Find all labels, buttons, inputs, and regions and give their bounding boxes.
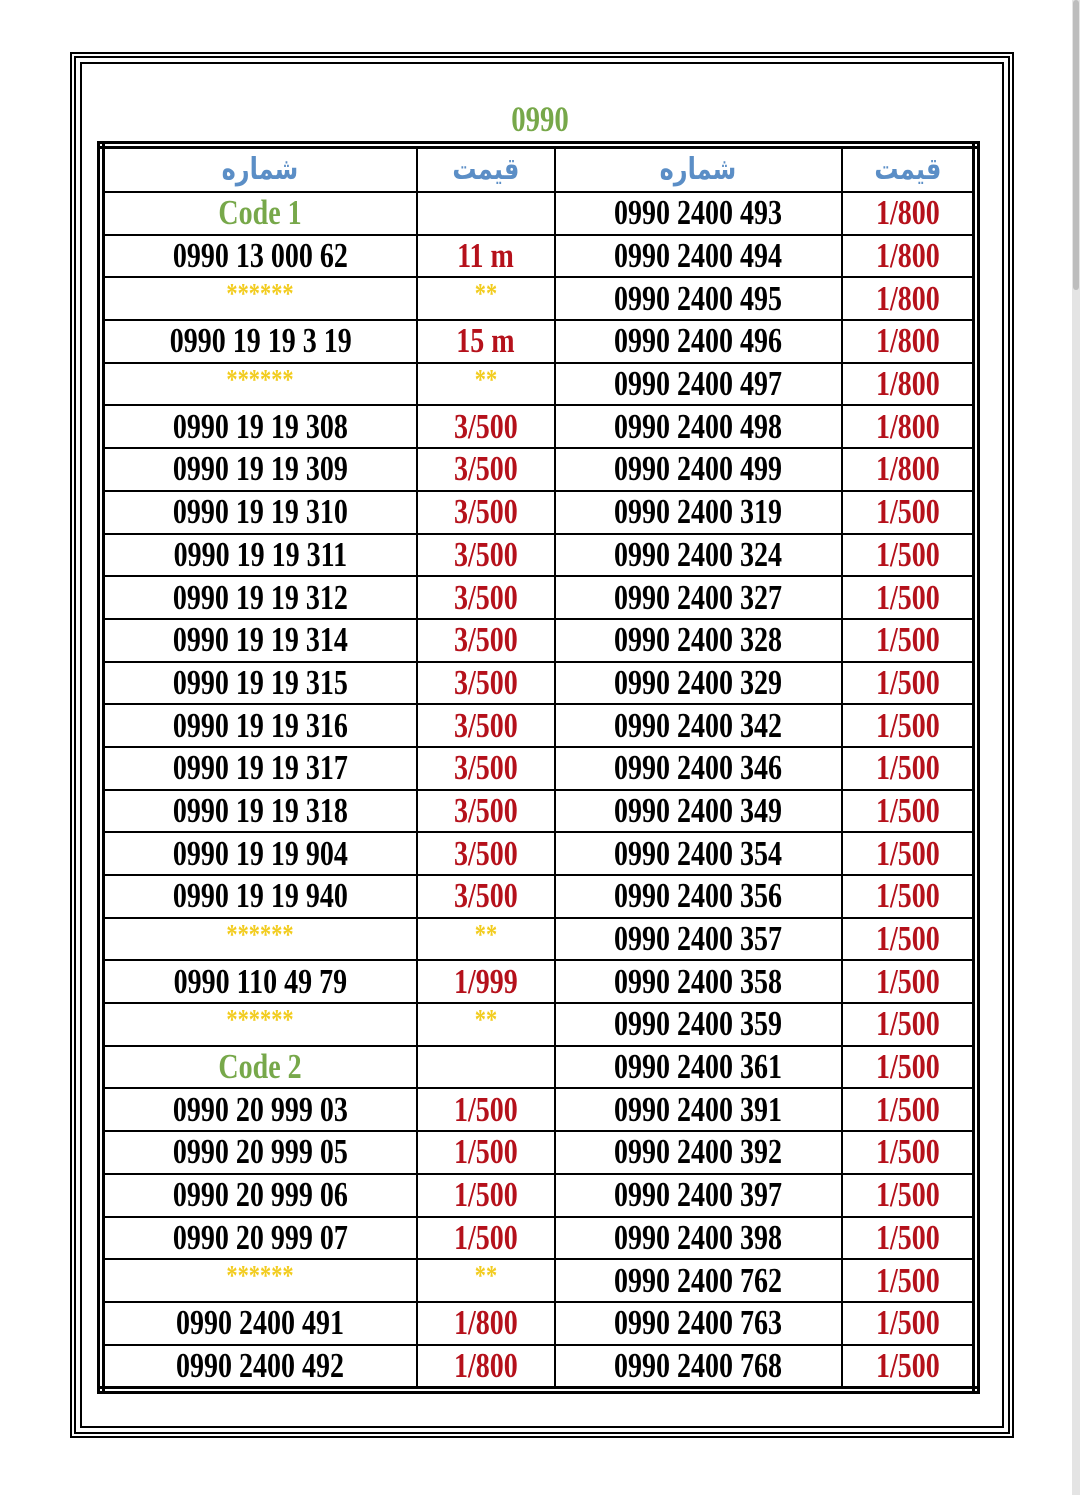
price-cell — [842, 747, 976, 790]
phone-number-cell — [555, 1217, 842, 1260]
header-number: شماره — [101, 145, 417, 192]
price: 3/500 — [453, 662, 518, 702]
price: 1/800 — [875, 236, 940, 276]
price-cell — [417, 534, 555, 577]
page-title: 0990 — [511, 99, 569, 139]
price-cell — [842, 918, 976, 961]
price-cell — [842, 405, 976, 448]
price: 1/800 — [875, 193, 940, 233]
phone-number: 0990 2400 329 — [614, 662, 783, 702]
phone-number-cell — [101, 1345, 417, 1391]
phone-number: 0990 2400 494 — [614, 236, 783, 276]
separator-stars-cell — [101, 1259, 417, 1302]
phone-number: 0990 2400 492 — [176, 1345, 345, 1385]
separator-stars: ****** — [226, 919, 294, 951]
table-row — [101, 1174, 976, 1217]
phone-number: 0990 19 19 316 — [172, 705, 348, 745]
table-row — [101, 875, 976, 918]
separator-stars-cell — [101, 1003, 417, 1046]
price: 1/500 — [875, 1089, 940, 1129]
price-cell — [842, 832, 976, 875]
phone-number-cell — [101, 405, 417, 448]
price: 1/500 — [875, 577, 940, 617]
price-cell — [842, 235, 976, 278]
price-cell — [417, 1131, 555, 1174]
code-label-cell — [101, 1046, 417, 1089]
price-cell — [842, 619, 976, 662]
separator-stars-cell — [417, 363, 555, 406]
price-cell — [417, 320, 555, 363]
price-cell — [417, 704, 555, 747]
table-row — [101, 1345, 976, 1391]
phone-number: 0990 2400 354 — [614, 833, 783, 873]
header-price: قیمت — [842, 145, 976, 192]
phone-number: 0990 2400 349 — [614, 790, 783, 830]
price: 1/500 — [875, 1303, 940, 1343]
phone-number: 0990 110 49 79 — [173, 961, 347, 1001]
price: 3/500 — [453, 833, 518, 873]
price: 3/500 — [453, 406, 518, 446]
phone-number: 0990 2400 496 — [614, 321, 783, 361]
phone-number: 0990 19 19 904 — [172, 833, 348, 873]
phone-number: 0990 2400 361 — [614, 1047, 783, 1087]
price: 1/800 — [875, 406, 940, 446]
phone-number-cell — [555, 491, 842, 534]
price-cell — [842, 320, 976, 363]
price: 1/500 — [875, 961, 940, 1001]
phone-number-cell — [555, 832, 842, 875]
phone-number-cell — [101, 832, 417, 875]
separator-stars: ** — [474, 279, 497, 311]
price-cell — [417, 832, 555, 875]
phone-number-cell — [101, 747, 417, 790]
price-cell — [842, 790, 976, 833]
table-row — [101, 960, 976, 1003]
price-cell — [417, 1345, 555, 1391]
phone-number-cell — [555, 192, 842, 235]
price: 1/800 — [453, 1303, 518, 1343]
price: 3/500 — [453, 748, 518, 788]
phone-number: 0990 19 19 318 — [172, 790, 348, 830]
price: 1/500 — [875, 1047, 940, 1087]
phone-number: 0990 2400 342 — [614, 705, 783, 745]
price-cell — [417, 1088, 555, 1131]
phone-number-cell — [555, 704, 842, 747]
price-cell — [417, 960, 555, 1003]
phone-number-cell — [555, 619, 842, 662]
separator-stars: ****** — [226, 364, 294, 396]
price-cell — [417, 875, 555, 918]
phone-number: 0990 19 19 310 — [172, 492, 348, 532]
price: 3/500 — [453, 577, 518, 617]
phone-number: 0990 2400 319 — [614, 492, 783, 532]
phone-number: 0990 2400 493 — [614, 193, 783, 233]
phone-number: 0990 19 19 311 — [173, 534, 347, 574]
price: 1/500 — [875, 1004, 940, 1044]
price: 1/800 — [875, 278, 940, 318]
phone-number: 0990 19 19 309 — [172, 449, 348, 489]
table-row — [101, 1088, 976, 1131]
price: 3/500 — [453, 492, 518, 532]
price: 1/500 — [875, 1345, 940, 1385]
price: 1/800 — [453, 1345, 518, 1385]
price-cell — [842, 960, 976, 1003]
phone-number: 0990 2400 763 — [614, 1303, 783, 1343]
phone-number: 0990 2400 762 — [614, 1260, 783, 1300]
phone-number-cell — [555, 448, 842, 491]
separator-stars-cell — [417, 918, 555, 961]
price-table — [97, 141, 980, 1394]
separator-stars-cell — [101, 277, 417, 320]
price: 11 m — [457, 236, 514, 276]
separator-stars: ****** — [226, 1261, 294, 1293]
table-row — [101, 619, 976, 662]
phone-number: 0990 2400 346 — [614, 748, 783, 788]
price-cell — [842, 363, 976, 406]
phone-number: 0990 2400 359 — [614, 1004, 783, 1044]
phone-number-cell — [555, 1131, 842, 1174]
price: 1/500 — [875, 534, 940, 574]
price-cell — [417, 1174, 555, 1217]
phone-number: 0990 19 19 315 — [172, 662, 348, 702]
phone-number-cell — [555, 1345, 842, 1391]
phone-number: 0990 19 19 314 — [172, 620, 348, 660]
phone-number-cell — [101, 235, 417, 278]
price-cell — [842, 277, 976, 320]
separator-stars-cell — [417, 277, 555, 320]
price: 1/500 — [875, 662, 940, 702]
price: 1/500 — [453, 1132, 518, 1172]
table-row — [101, 235, 976, 278]
table-row — [101, 704, 976, 747]
phone-number-cell — [101, 1088, 417, 1131]
price-cell — [842, 1302, 976, 1345]
separator-stars: ** — [474, 364, 497, 396]
price-cell — [417, 235, 555, 278]
price-cell — [417, 790, 555, 833]
phone-number-cell — [101, 576, 417, 619]
price-cell — [842, 1003, 976, 1046]
separator-stars-cell — [417, 1259, 555, 1302]
table-row — [101, 491, 976, 534]
price-cell — [842, 1174, 976, 1217]
separator-stars: ** — [474, 1005, 497, 1037]
price-cell — [842, 875, 976, 918]
code-label: Code 2 — [218, 1047, 302, 1087]
phone-number: 0990 2400 357 — [614, 919, 783, 959]
table-row — [101, 405, 976, 448]
phone-number-cell — [101, 491, 417, 534]
price: 1/500 — [875, 919, 940, 959]
phone-number-cell — [101, 1174, 417, 1217]
price-cell — [417, 1046, 555, 1089]
separator-stars: ** — [474, 919, 497, 951]
price: 3/500 — [453, 449, 518, 489]
price-cell — [417, 1217, 555, 1260]
code-label-cell — [101, 192, 417, 235]
phone-number: 0990 2400 391 — [614, 1089, 783, 1129]
table-row — [101, 320, 976, 363]
header-row — [101, 145, 976, 192]
phone-number-cell — [101, 960, 417, 1003]
phone-number-cell — [555, 1046, 842, 1089]
phone-number-cell — [555, 1174, 842, 1217]
phone-number-cell — [555, 790, 842, 833]
scrollbar[interactable] — [1072, 0, 1080, 1495]
separator-stars: ****** — [226, 1005, 294, 1037]
price-cell — [842, 1217, 976, 1260]
phone-number-cell — [555, 960, 842, 1003]
phone-number: 0990 2400 491 — [176, 1303, 345, 1343]
phone-number: 0990 20 999 06 — [172, 1175, 348, 1215]
price: 1/500 — [453, 1217, 518, 1257]
price: 15 m — [456, 321, 515, 361]
phone-number-cell — [555, 1259, 842, 1302]
table-row — [101, 747, 976, 790]
price-cell — [842, 1259, 976, 1302]
separator-stars-cell — [101, 363, 417, 406]
phone-number-cell — [101, 662, 417, 705]
price: 1/500 — [875, 748, 940, 788]
table-row — [101, 576, 976, 619]
price-cell — [842, 448, 976, 491]
phone-number: 0990 20 999 05 — [172, 1132, 348, 1172]
phone-number: 0990 2400 398 — [614, 1217, 783, 1257]
code-label: Code 1 — [218, 193, 302, 233]
phone-number-cell — [555, 875, 842, 918]
table-row — [101, 1302, 976, 1345]
price: 1/500 — [875, 1217, 940, 1257]
price-cell — [842, 534, 976, 577]
phone-number: 0990 2400 498 — [614, 406, 783, 446]
table-row — [101, 918, 976, 961]
price: 3/500 — [453, 534, 518, 574]
table-row — [101, 363, 976, 406]
separator-stars-cell — [101, 918, 417, 961]
phone-number-cell — [101, 619, 417, 662]
header-price: قیمت — [417, 145, 555, 192]
phone-number-cell — [555, 235, 842, 278]
price-cell — [417, 491, 555, 534]
phone-number-cell — [555, 1003, 842, 1046]
phone-number-cell — [555, 576, 842, 619]
header-number: شماره — [555, 145, 842, 192]
phone-number: 0990 19 19 940 — [172, 876, 348, 916]
phone-number-cell — [101, 448, 417, 491]
price-cell — [417, 747, 555, 790]
phone-number-cell — [101, 1217, 417, 1260]
phone-number: 0990 2400 499 — [614, 449, 783, 489]
phone-number-cell — [101, 534, 417, 577]
phone-number: 0990 20 999 07 — [172, 1217, 348, 1257]
price-cell — [417, 192, 555, 235]
price-cell — [842, 192, 976, 235]
price-cell — [417, 619, 555, 662]
table-row — [101, 448, 976, 491]
price: 1/500 — [875, 1175, 940, 1215]
table-row — [101, 1131, 976, 1174]
price-cell — [842, 1088, 976, 1131]
phone-number: 0990 2400 356 — [614, 876, 783, 916]
phone-number: 0990 2400 497 — [614, 364, 783, 404]
table-row — [101, 534, 976, 577]
phone-number-cell — [555, 320, 842, 363]
price-cell — [842, 1345, 976, 1391]
phone-number: 0990 19 19 312 — [172, 577, 348, 617]
phone-number-cell — [101, 704, 417, 747]
price: 1/500 — [875, 833, 940, 873]
price: 1/500 — [875, 492, 940, 532]
price: 1/500 — [875, 705, 940, 745]
price: 1/500 — [453, 1089, 518, 1129]
phone-number-cell — [555, 405, 842, 448]
price: 1/500 — [453, 1175, 518, 1215]
price: 1/999 — [453, 961, 518, 1001]
phone-number: 0990 2400 768 — [614, 1345, 783, 1385]
phone-number-cell — [555, 277, 842, 320]
table-row — [101, 1046, 976, 1089]
phone-number: 0990 20 999 03 — [172, 1089, 348, 1129]
phone-number-cell — [555, 534, 842, 577]
phone-number-cell — [101, 320, 417, 363]
phone-number-cell — [555, 662, 842, 705]
phone-number-cell — [555, 363, 842, 406]
price: 1/800 — [875, 364, 940, 404]
phone-number-cell — [101, 790, 417, 833]
separator-stars: ** — [474, 1261, 497, 1293]
separator-stars: ****** — [226, 279, 294, 311]
price-cell — [417, 1302, 555, 1345]
price-cell — [842, 704, 976, 747]
phone-number: 0990 2400 358 — [614, 961, 783, 1001]
phone-number-cell — [555, 918, 842, 961]
price: 3/500 — [453, 705, 518, 745]
phone-number-cell — [101, 1131, 417, 1174]
price-cell — [842, 662, 976, 705]
phone-number: 0990 19 19 3 19 — [169, 321, 352, 361]
price-cell — [417, 662, 555, 705]
price-cell — [842, 1131, 976, 1174]
price: 1/500 — [875, 1260, 940, 1300]
price: 1/500 — [875, 620, 940, 660]
table-row — [101, 832, 976, 875]
price: 3/500 — [453, 790, 518, 830]
phone-number: 0990 2400 328 — [614, 620, 783, 660]
table-row — [101, 1259, 976, 1302]
price: 1/800 — [875, 321, 940, 361]
price-cell — [417, 405, 555, 448]
phone-number-cell — [101, 1302, 417, 1345]
phone-number: 0990 2400 392 — [614, 1132, 783, 1172]
table-row — [101, 192, 976, 235]
phone-number-cell — [555, 1302, 842, 1345]
phone-number-cell — [555, 747, 842, 790]
table-row — [101, 277, 976, 320]
scrollbar-thumb[interactable] — [1073, 0, 1079, 290]
phone-number: 0990 13 000 62 — [172, 236, 348, 276]
price: 3/500 — [453, 620, 518, 660]
price-cell — [417, 448, 555, 491]
table-row — [101, 790, 976, 833]
table-row — [101, 662, 976, 705]
separator-stars-cell — [417, 1003, 555, 1046]
table-row — [101, 1217, 976, 1260]
table-row — [101, 1003, 976, 1046]
price: 1/500 — [875, 790, 940, 830]
price: 1/500 — [875, 1132, 940, 1172]
price-cell — [842, 1046, 976, 1089]
phone-number: 0990 19 19 308 — [172, 406, 348, 446]
phone-number: 0990 2400 397 — [614, 1175, 783, 1215]
price: 1/800 — [875, 449, 940, 489]
price: 3/500 — [453, 876, 518, 916]
phone-number: 0990 2400 495 — [614, 278, 783, 318]
price-cell — [842, 491, 976, 534]
phone-number: 0990 19 19 317 — [172, 748, 348, 788]
phone-number-cell — [101, 875, 417, 918]
price-cell — [417, 576, 555, 619]
phone-number: 0990 2400 327 — [614, 577, 783, 617]
phone-number-cell — [555, 1088, 842, 1131]
price-cell — [842, 576, 976, 619]
phone-number: 0990 2400 324 — [614, 534, 783, 574]
price: 1/500 — [875, 876, 940, 916]
